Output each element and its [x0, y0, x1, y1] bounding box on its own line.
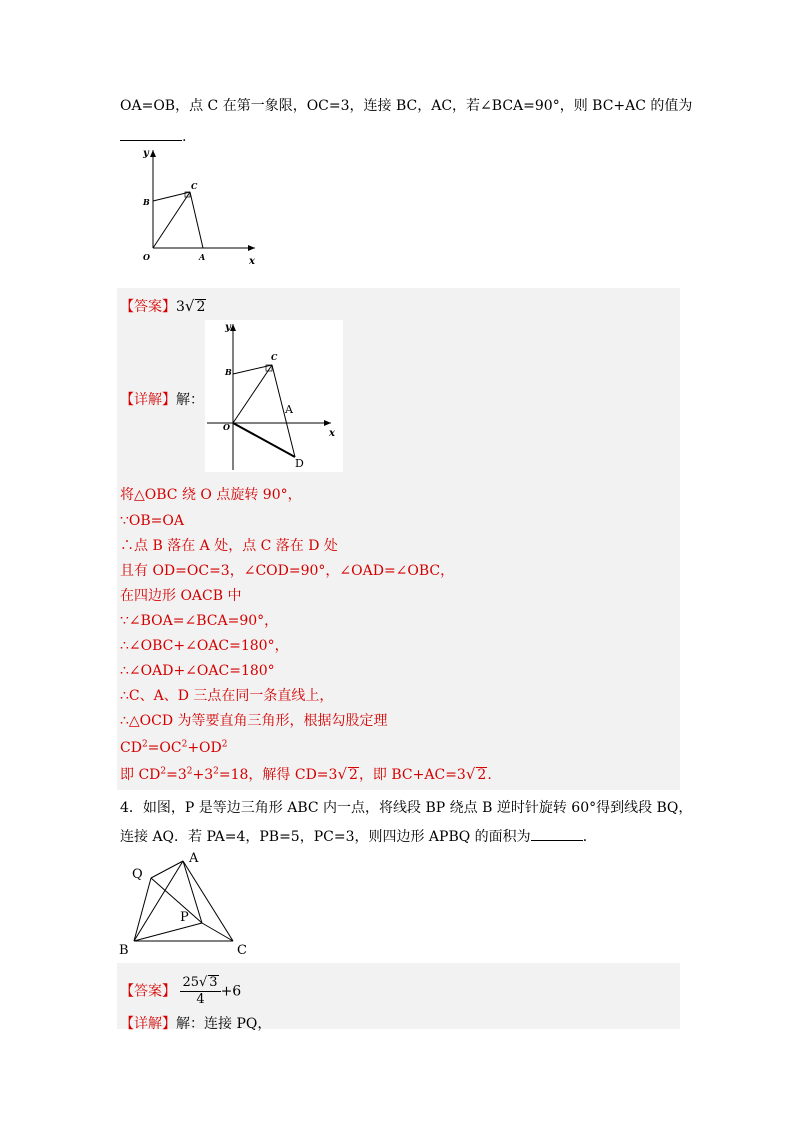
detail4-heading	[120, 1014, 271, 1034]
answer-blank	[120, 126, 182, 141]
problem4-figure	[116, 848, 256, 960]
fig-a-label: A	[199, 252, 206, 262]
fig-x-label: x	[249, 256, 255, 267]
detail4-text: 解：连接 PQ，	[176, 1016, 272, 1032]
detail3-step-6: ∵∠BOA=∠BCA=90°，	[120, 613, 279, 629]
detail3-equation: $CD^2=OC^2+OD^2$	[120, 739, 228, 756]
detail3-figure	[205, 320, 343, 472]
detail3-step-5: 在四边形 OACB 中	[120, 588, 242, 604]
detail3-step-4: 且有 OD=OC=3，∠COD=90°，∠OAD=∠OBC，	[120, 563, 455, 579]
answer3: 【答案】3√ 2	[120, 297, 206, 315]
detail3-final: 即 $CD^2=3^2+3^2=18$，解得 CD=3√ 2，即 BC+AC=3√ 2.	[120, 765, 492, 783]
detail3-step-9: ∴C、A、D 三点在同一条直线上，	[120, 688, 334, 704]
fig-q-label: Q	[132, 867, 143, 882]
fig-a-label: A	[189, 851, 199, 866]
detail-tag: 【详解】	[120, 392, 176, 408]
fig-c-label: C	[237, 943, 247, 958]
problem3-line1: OA=OB，点 C 在第一象限，OC=3，连接 BC，AC，若∠BCA=90°，则 BC+AC 的值为	[120, 98, 693, 114]
detail3-step-3: ∴点 B 落在 A 处，点 C 落在 D 处	[120, 538, 338, 554]
detail3-step-1: 将△OBC 绕 O 点旋转 90°，	[120, 487, 302, 503]
detail3-step-7: ∴∠OBC+∠OAC=180°，	[120, 638, 289, 654]
period: .	[182, 129, 187, 145]
fig-y-label: y	[225, 322, 231, 333]
detail3-heading	[120, 390, 204, 410]
answer-fraction: $\frac{25√ 3}{4}$	[180, 975, 220, 1008]
fig-b-label: B	[119, 943, 129, 958]
problem4-line1: 4．如图，P 是等边三角形 ABC 内一点，将线段 BP 绕点 B 逆时针旋转 60°得到线段 BQ，	[120, 800, 693, 816]
fig-c-label: C	[191, 181, 198, 191]
problem4-line2: 连接 AQ．若 PA=4，PB=5，PC=3，则四边形 APBQ 的面积为 ．	[120, 826, 597, 847]
detail-intro: 解：	[176, 392, 204, 408]
detail3-step-2: ∵OB=OA	[120, 513, 184, 529]
answer-tag: 【答案】	[120, 299, 176, 315]
answer-radicand: 2	[196, 299, 206, 315]
fig-o-label: O	[143, 252, 150, 262]
fig-b-label: B	[225, 367, 232, 377]
fig-o-label: O	[223, 422, 230, 432]
detail3-step-8: ∴∠OAD+∠OAC=180°	[120, 663, 275, 679]
fig-p-label: P	[180, 910, 189, 925]
fig-x-label: x	[329, 428, 335, 439]
problem3-line2	[120, 126, 186, 147]
answer-plus: +6	[220, 983, 242, 1000]
fig-d-label: D	[295, 457, 304, 470]
problem3-figure	[133, 145, 263, 270]
fig-b-label: B	[143, 197, 150, 207]
answer-coef: 3	[176, 299, 185, 315]
fig-c-label: C	[271, 352, 278, 362]
fig-a-label: A	[285, 403, 293, 416]
detail-tag: 【详解】	[120, 1016, 176, 1032]
fig-y-label: y	[143, 148, 149, 159]
detail3-step-10: ∴△OCD 为等要直角三角形，根据勾股定理	[120, 713, 388, 729]
answer-blank	[531, 826, 583, 841]
answer4	[120, 975, 241, 1008]
answer-tag: 【答案】	[120, 983, 176, 1000]
